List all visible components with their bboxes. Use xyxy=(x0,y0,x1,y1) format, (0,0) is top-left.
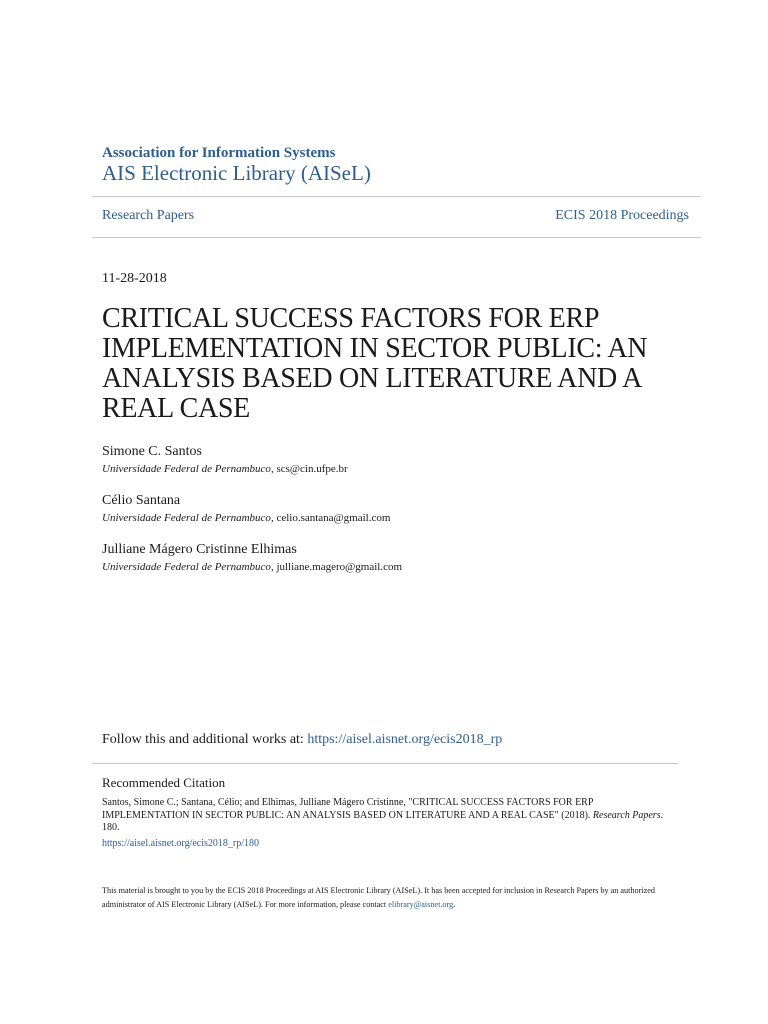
citation-divider xyxy=(92,763,678,764)
author-name: Simone C. Santos xyxy=(102,444,202,459)
follow-url-link[interactable]: https://aisel.aisnet.org/ecis2018_rp xyxy=(307,732,503,747)
citation-url-link[interactable]: https://aisel.aisnet.org/ecis2018_rp/180 xyxy=(102,838,260,849)
author-institution: Universidade Federal de Pernambuco xyxy=(102,463,271,475)
author-name: Célio Santana xyxy=(102,493,181,508)
research-papers-link[interactable]: Research Papers xyxy=(102,208,195,223)
citation-body: Santos, Simone C.; Santana, Célio; and Elhimas, Julliane Mágero Cristinne, "CRITICAL SUCCESS FACTORS FOR ERP IMPLEMENTATION IN SECTOR PUBLIC: AN ANALYSIS BASED ON LITERATURE AND A REAL CASE" (2018). xyxy=(102,797,594,821)
author-email: , julliane.magero@gmail.com xyxy=(270,561,403,573)
author-affiliation xyxy=(102,510,702,526)
recommended-citation-heading: Recommended Citation xyxy=(102,775,226,790)
publication-date: 11-28-2018 xyxy=(102,271,167,286)
author-block xyxy=(102,541,702,575)
footer-end: . xyxy=(453,900,456,909)
footer-text: This material is brought to you by the ECIS 2018 Proceedings at AIS Electronic Library (AISeL). It has been accepted for inclusion in Research Papers by an authorized administrator of AIS Electronic Library (AISeL). For more information, please contact xyxy=(102,886,655,909)
library-name[interactable]: AIS Electronic Library (AISeL) xyxy=(102,161,371,185)
citation-number: . 180. xyxy=(102,809,664,833)
header-divider xyxy=(92,196,701,197)
follow-label: Follow this and additional works at: xyxy=(102,732,308,747)
author-institution: Universidade Federal de Pernambuco xyxy=(102,561,271,573)
footer-notice xyxy=(102,884,672,912)
proceedings-link[interactable]: ECIS 2018 Proceedings xyxy=(555,208,689,223)
author-institution: Universidade Federal de Pernambuco xyxy=(102,512,271,524)
author-affiliation xyxy=(102,461,702,477)
nav-divider xyxy=(92,237,701,238)
organization-name[interactable]: Association for Information Systems xyxy=(102,145,336,161)
author-email: , celio.santana@gmail.com xyxy=(270,512,391,524)
contact-email-link[interactable]: elibrary@aisnet.org xyxy=(388,900,454,909)
author-email: , scs@cin.ufpe.br xyxy=(270,463,348,475)
paper-title: CRITICAL SUCCESS FACTORS FOR ERP IMPLEMENTATION IN SECTOR PUBLIC: AN ANALYSIS BASED ON LITERATURE AND A REAL CASE xyxy=(102,303,648,424)
author-name: Julliane Mágero Cristinne Elhimas xyxy=(102,542,297,557)
citation-series: Research Papers xyxy=(592,809,661,821)
author-block xyxy=(102,443,702,477)
follow-line xyxy=(102,731,502,749)
author-affiliation xyxy=(102,559,702,575)
author-block xyxy=(102,492,702,526)
citation-text xyxy=(102,797,668,835)
